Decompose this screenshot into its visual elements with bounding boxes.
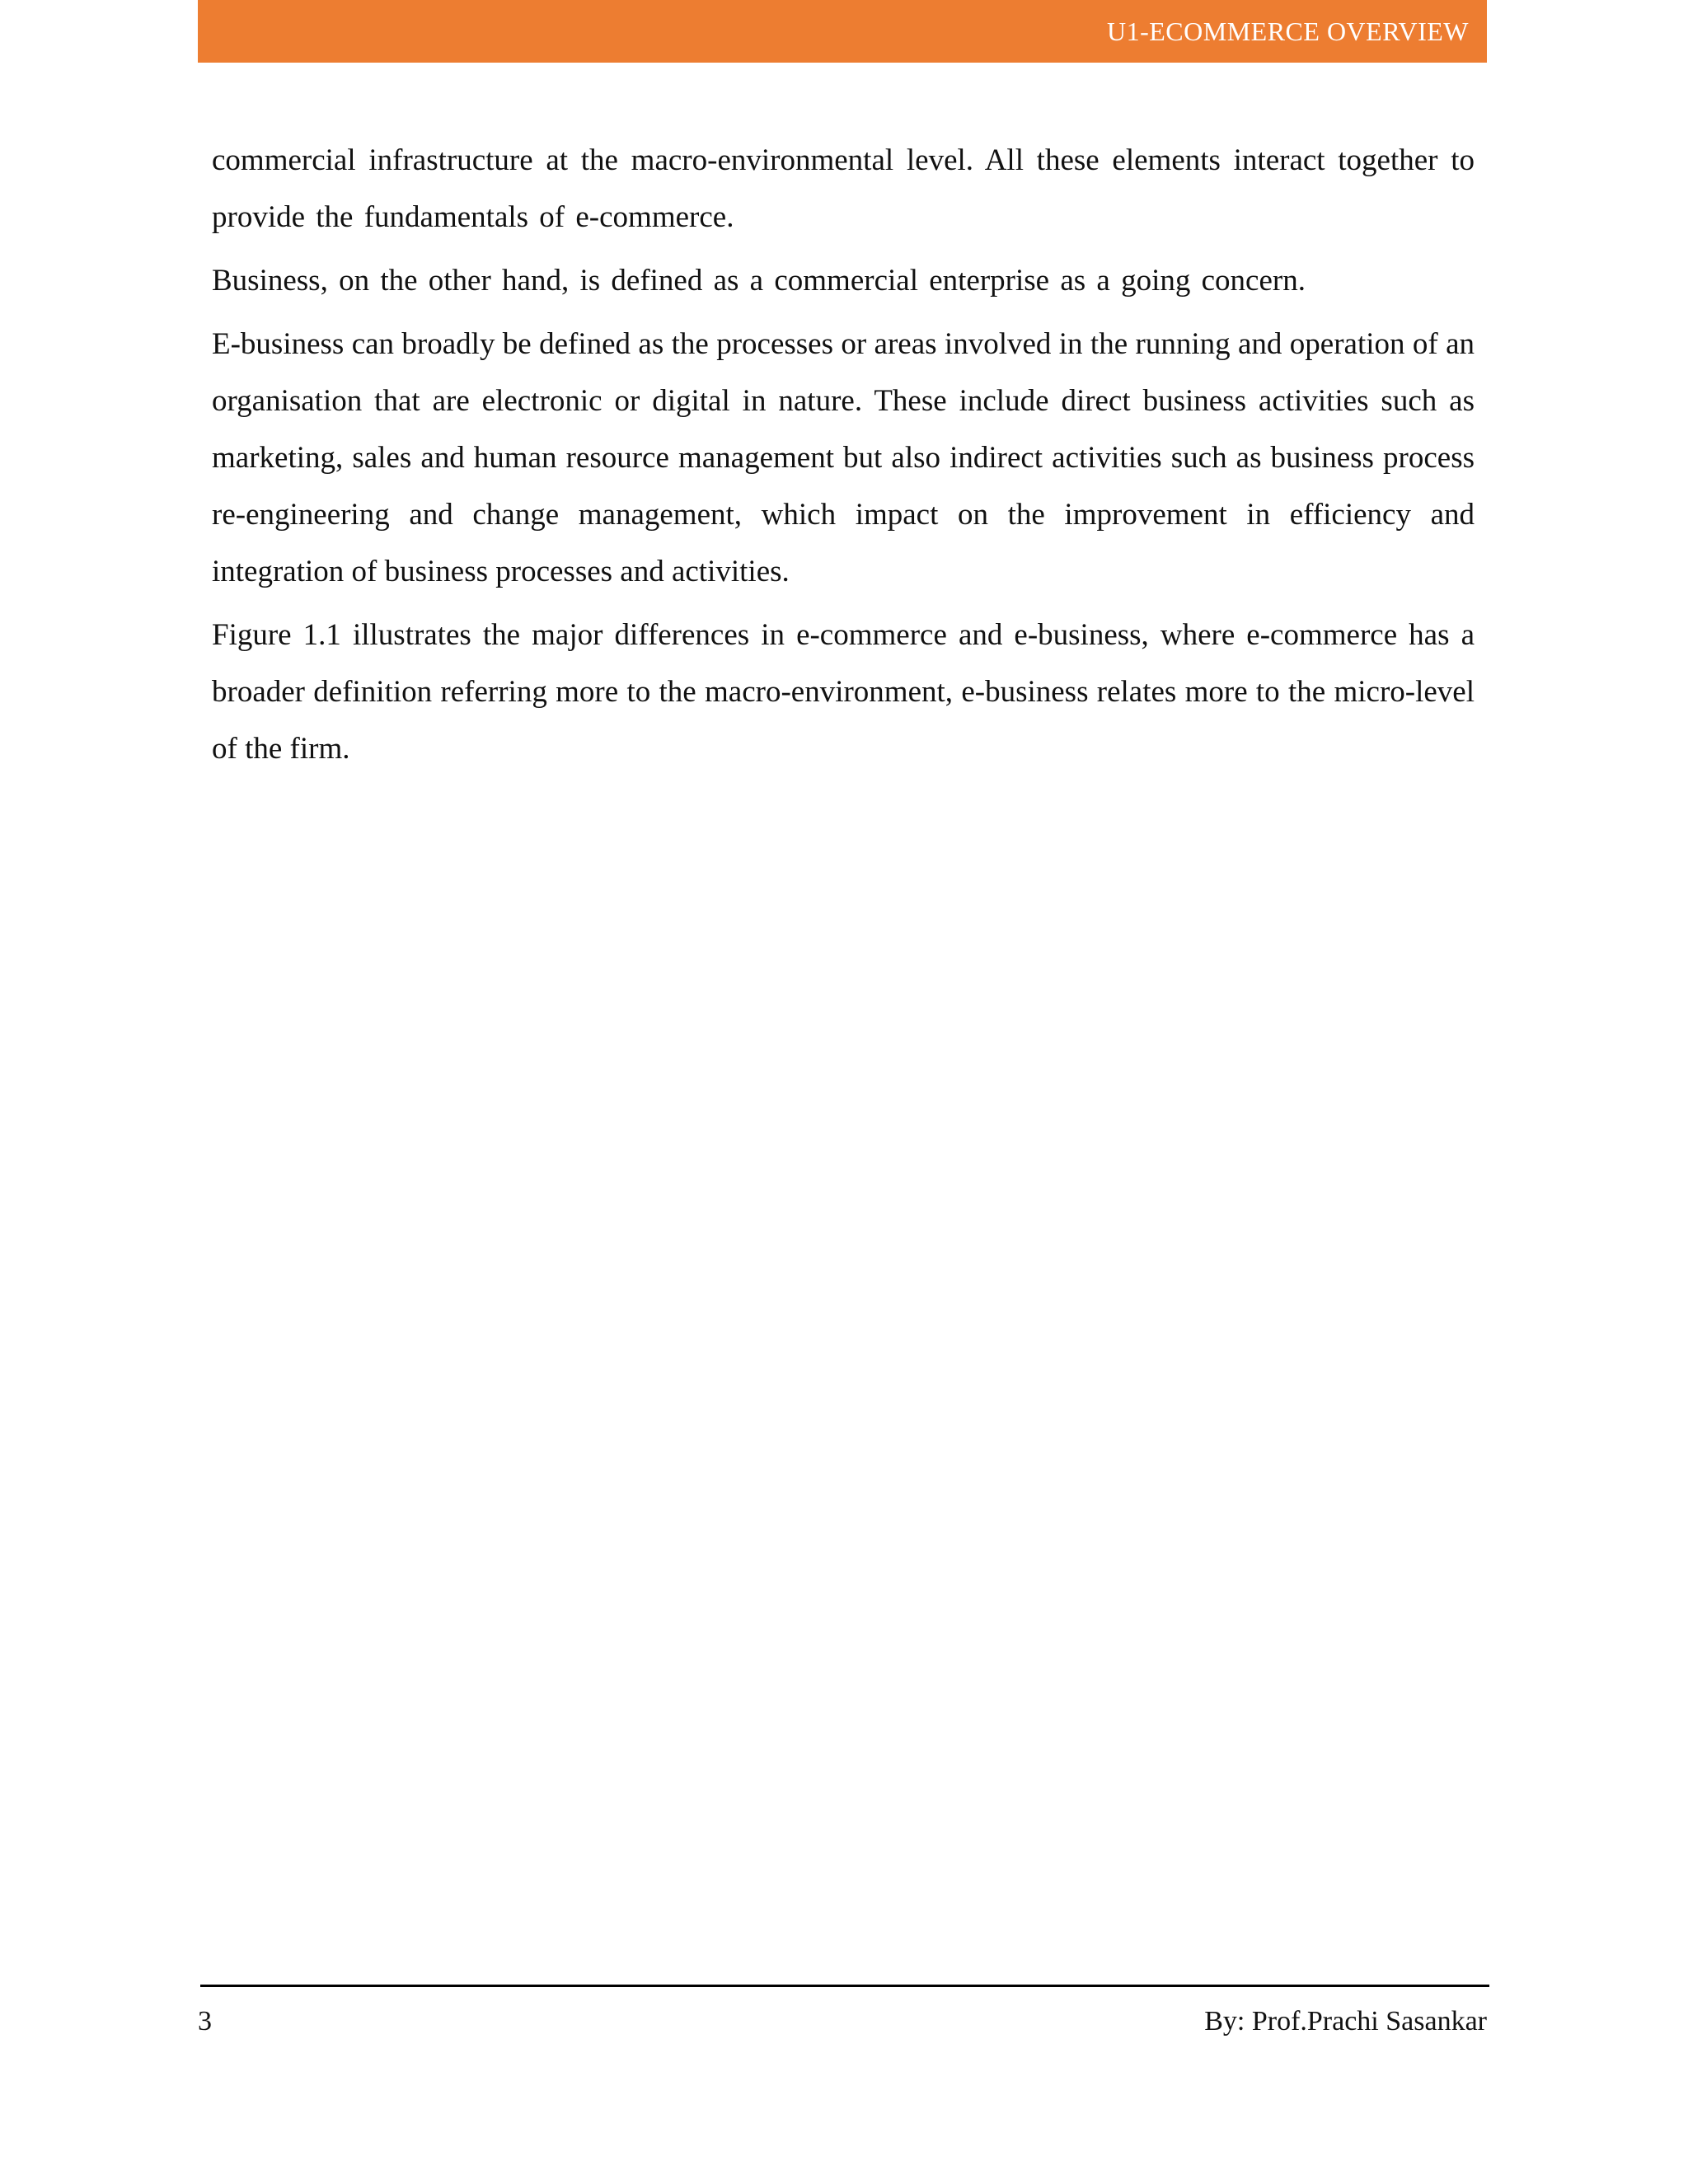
footer-divider [200,1985,1489,1987]
page-number: 3 [198,2006,212,2036]
paragraph-e-business-definition: E-business can broadly be defined as the processes or areas involved in the running and operation of an organisation that are electronic or digital in nature. These include direct business activities such as marketing, sales and human resource management but also indirect activities such as business process re-engineering and change management, which impact on the improvement in efficiency and integration of business processes and activities. [212,327,1475,588]
paragraph-macro-environment: commercial infrastructure at the macro-environmental level. All these elements interact together to provide the fundamentals of e-commerce. [212,143,1475,234]
paragraph-figure-reference: Figure 1.1 illustrates the major differences in e-commerce and e-business, where e-commerce has a broader definition referring more to the macro-environment, e-business relates more to the micro-level of the firm. [212,618,1475,766]
paragraph-business-definition: Business, on the other hand, is defined as a commercial enterprise as a going concern. [212,264,1306,298]
page-content [212,132,1475,784]
author-credit: By: Prof.Prachi Sasankar [1204,2006,1487,2036]
header-band [198,0,1487,63]
header-title: U1-ECOMMERCE OVERVIEW [1106,16,1469,46]
